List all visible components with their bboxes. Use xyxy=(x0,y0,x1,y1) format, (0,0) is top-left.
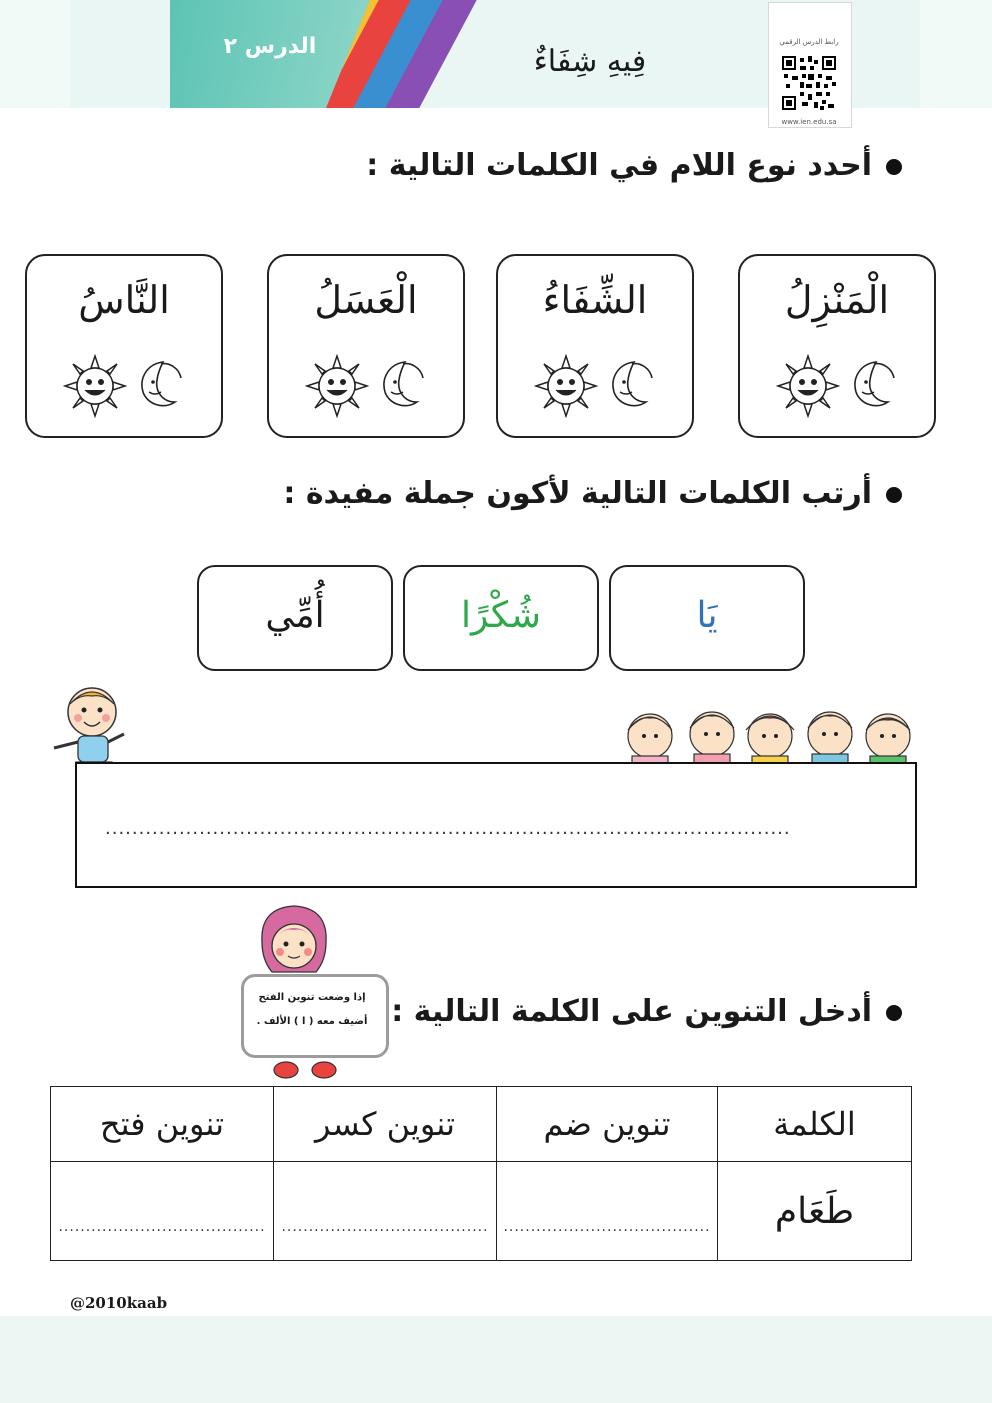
section1-heading-text: أحدد نوع اللام في الكلمات التالية : xyxy=(366,148,872,183)
table-header-row xyxy=(51,1087,912,1162)
answer-cell[interactable]: ...................................... xyxy=(274,1162,497,1261)
lam-card xyxy=(267,254,465,438)
qr-caption: رابط الدرس الرقمي xyxy=(779,38,839,46)
moon-icon[interactable] xyxy=(375,356,431,412)
lam-card xyxy=(738,254,936,438)
table-row xyxy=(51,1162,912,1261)
sun-icon[interactable] xyxy=(534,354,598,418)
answer-cell[interactable]: ...................................... xyxy=(51,1162,274,1261)
word-box[interactable] xyxy=(403,565,599,671)
answer-line[interactable]: ...................................................................................................... xyxy=(105,818,791,839)
section3-heading xyxy=(391,994,902,1029)
tanween-table xyxy=(50,1086,912,1261)
table-header-cell: تنوين كسر xyxy=(274,1087,497,1162)
lam-card xyxy=(496,254,694,438)
word-box[interactable] xyxy=(197,565,393,671)
bullet-icon xyxy=(886,1005,902,1021)
card-word: الشِّفَاءُ xyxy=(542,278,648,322)
word-text: شُكْرًا xyxy=(461,595,541,636)
sun-icon[interactable] xyxy=(305,354,369,418)
lam-card xyxy=(25,254,223,438)
credit-text: @2010kaab xyxy=(70,1294,168,1312)
lesson-title: فِيهِ شِفَاءٌ xyxy=(533,44,647,79)
page-footer xyxy=(0,1316,992,1403)
lesson-label: الدرس ٢ xyxy=(223,34,317,59)
word-box[interactable] xyxy=(609,565,805,671)
moon-icon[interactable] xyxy=(846,356,902,412)
card-word: الْعَسَلُ xyxy=(314,278,418,322)
answer-cell[interactable]: ...................................... xyxy=(497,1162,718,1261)
word-text: يَا xyxy=(696,595,718,636)
card-word: النَّاسُ xyxy=(78,278,170,322)
section3-heading-text: أدخل التنوين على الكلمة التالية : xyxy=(391,994,872,1029)
section1-heading xyxy=(366,148,902,183)
sun-icon[interactable] xyxy=(776,354,840,418)
card-word: الْمَنْزِلُ xyxy=(784,278,890,322)
table-header-cell: تنوين ضم xyxy=(497,1087,718,1162)
word-text: أُمِّي xyxy=(265,595,325,636)
table-word-cell: طَعَام xyxy=(718,1162,912,1261)
moon-icon[interactable] xyxy=(604,356,660,412)
table-header-cell: الكلمة xyxy=(718,1087,912,1162)
children-group-icon xyxy=(616,700,926,766)
tip-line: أضيف معه ( ا ) الألف . xyxy=(256,1016,368,1027)
bullet-icon xyxy=(886,159,902,175)
bullet-icon xyxy=(886,487,902,503)
moon-icon[interactable] xyxy=(133,356,189,412)
sun-icon[interactable] xyxy=(63,354,127,418)
tip-line: إذا وضعت تنوين الفتح xyxy=(258,992,366,1003)
qr-url: www.ien.edu.sa xyxy=(781,118,837,126)
section2-heading xyxy=(283,476,902,511)
girl-illustration-icon xyxy=(256,902,332,982)
section2-heading-text: أرتب الكلمات التالية لأكون جملة مفيدة : xyxy=(283,476,872,511)
qr-code-icon[interactable] xyxy=(780,54,838,112)
table-header-cell: تنوين فتح xyxy=(51,1087,274,1162)
